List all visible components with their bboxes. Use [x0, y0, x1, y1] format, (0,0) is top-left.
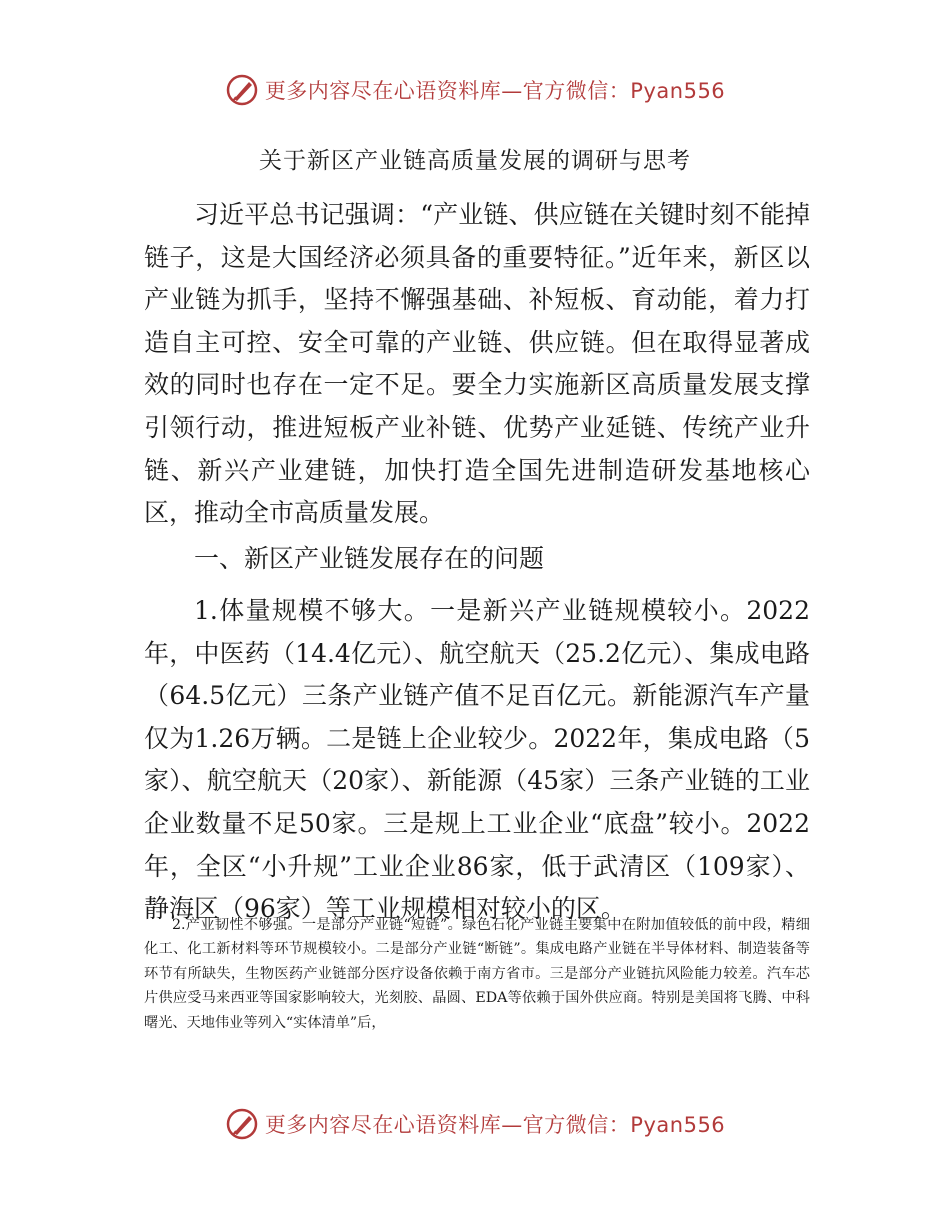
watermark-text: 更多内容尽在心语资料库—官方微信：Pyan556 — [264, 1113, 726, 1137]
point-1-paragraph: 1.体量规模不够大。一是新兴产业链规模较小。2022年，中医药（14.4亿元）、航空航天（25.2亿元）、集成电路（64.5亿元）三条产业链产值不足百亿元。新能源汽车产量仅为1.26万辆。二是链上企业较少。2022年，集成电路（5家）、航空航天（20家）、新能源（45家）三条产业链的工业企业数量不足50家。三是规上工业企业“底盘”较小。2022年，全区“小升规”工业企业86家，低于武清区（109家）、静海区（96家）等工业规模相对较小的区。 — [144, 596, 810, 924]
header-watermark-banner — [0, 70, 950, 110]
quill-pen-icon — [225, 1107, 259, 1141]
document-title: 关于新区产业链高质量发展的调研与思考 — [259, 148, 691, 174]
intro-paragraph: 习近平总书记强调：“产业链、供应链在关键时刻不能掉链子，这是大国经济必须具备的重要特征。”近年来，新区以产业链为抓手，坚持不懈强基础、补短板、育动能，着力打造自主可控、安全可靠的产业链、供应链。但在取得显著成效的同时也存在一定不足。要全力实施新区高质量发展支撑引领行动，推进短板产业补链、优势产业延链、传统产业升链、新兴产业建链，加快打造全国先进制造研发基地核心区，推动全市高质量发展。 — [144, 200, 810, 528]
quill-pen-icon — [225, 73, 259, 107]
watermark-text: 更多内容尽在心语资料库—官方微信：Pyan556 — [264, 79, 726, 103]
footer-watermark-banner — [0, 1104, 950, 1144]
point-2-paragraph: 2.产业韧性不够强。一是部分产业链“短链”。绿色石化产业链主要集中在附加值较低的前中段，精细化工、化工新材料等环节规模较小。二是部分产业链“断链”。集成电路产业链在半导体材料、制造装备等环节有所缺失，生物医药产业链部分医疗设备依赖于南方省市。三是部分产业链抗风险能力较差。汽车芯片供应受马来西亚等国家影响较大，光刻胶、晶圆、EDA等依赖于国外供应商。特别是美国将飞腾、中科曙光、天地伟业等列入“实体清单”后， — [144, 917, 810, 1031]
section-heading: 一、新区产业链发展存在的问题 — [194, 544, 545, 573]
